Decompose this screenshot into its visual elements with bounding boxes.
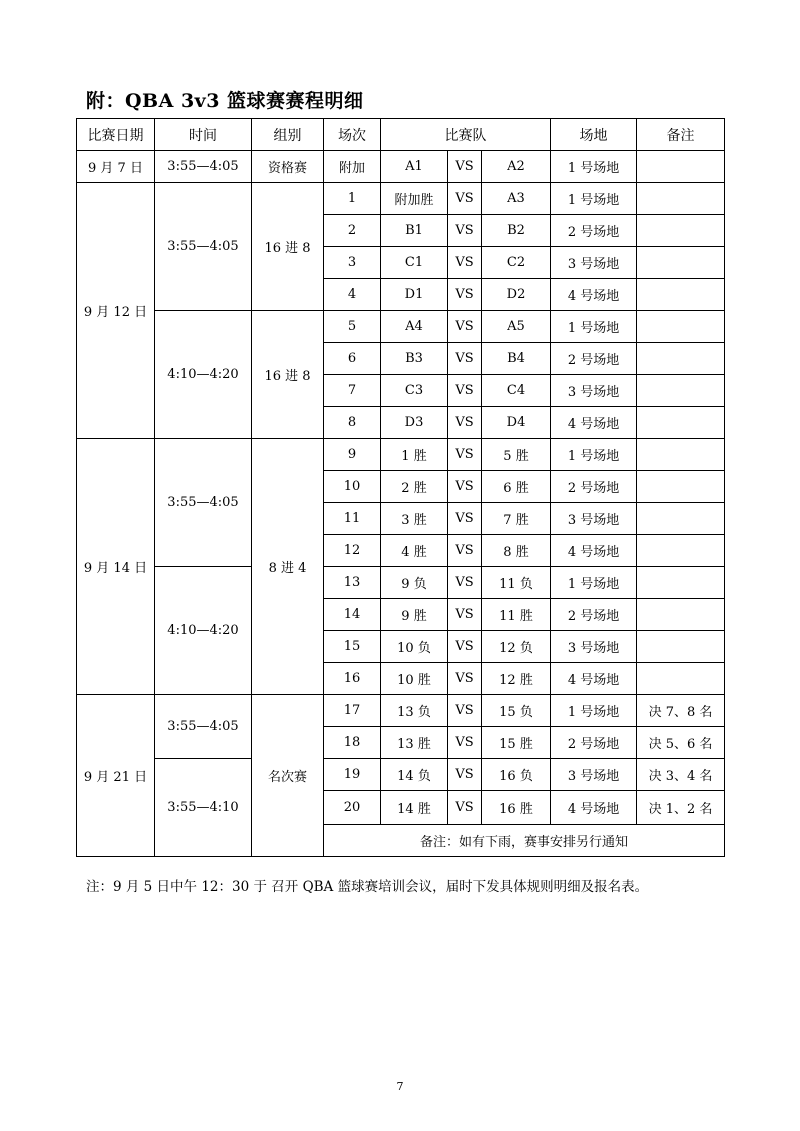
remark-cell: 决 3、4 名 [637,759,725,791]
team2-cell: 15 负 [482,695,551,727]
venue-cell: 3 号场地 [551,503,637,535]
team2-cell: D2 [482,279,551,311]
remark-cell [637,311,725,343]
header-time: 时间 [155,119,252,151]
table-row [77,183,725,215]
table-row [77,439,725,471]
group-cell: 16 进 8 [252,183,324,311]
vs-cell: VS [448,503,482,535]
venue-cell: 1 号场地 [551,183,637,215]
venue-cell: 3 号场地 [551,759,637,791]
table-row [77,759,725,791]
vs-cell: VS [448,727,482,759]
time-cell: 4:10—4:20 [155,567,252,695]
header-venue: 场地 [551,119,637,151]
time-cell: 3:55—4:05 [155,439,252,567]
vs-cell: VS [448,439,482,471]
team1-cell: 9 负 [381,567,448,599]
venue-cell: 4 号场地 [551,279,637,311]
match-no-cell: 4 [324,279,381,311]
time-cell: 3:55—4:05 [155,183,252,311]
team1-cell: D1 [381,279,448,311]
remark-cell [637,503,725,535]
table-row [77,695,725,727]
remark-cell: 决 5、6 名 [637,727,725,759]
team2-cell: 15 胜 [482,727,551,759]
remark-cell [637,599,725,631]
venue-cell: 4 号场地 [551,407,637,439]
vs-cell: VS [448,279,482,311]
venue-cell: 3 号场地 [551,247,637,279]
team1-cell: D3 [381,407,448,439]
vs-cell: VS [448,311,482,343]
vs-cell: VS [448,407,482,439]
team2-cell: 6 胜 [482,471,551,503]
remark-cell [637,215,725,247]
venue-cell: 2 号场地 [551,343,637,375]
team2-cell: C4 [482,375,551,407]
footnote: 注：9 月 5 日中午 12：30 于 召开 QBA 篮球赛培训会议，届时下发具体规则明细及报名表。 [86,879,649,895]
date-cell: 9 月 7 日 [77,151,155,183]
header-row [77,119,725,151]
vs-cell: VS [448,247,482,279]
venue-cell: 2 号场地 [551,215,637,247]
team2-cell: B4 [482,343,551,375]
match-no-cell: 17 [324,695,381,727]
vs-cell: VS [448,151,482,183]
time-cell: 3:55—4:10 [155,759,252,857]
match-no-cell: 20 [324,791,381,825]
remark-cell [637,151,725,183]
team1-cell: B1 [381,215,448,247]
team2-cell: 7 胜 [482,503,551,535]
vs-cell: VS [448,343,482,375]
team1-cell: 9 胜 [381,599,448,631]
header-group: 组别 [252,119,324,151]
match-no-cell: 16 [324,663,381,695]
match-no-cell: 1 [324,183,381,215]
venue-cell: 3 号场地 [551,631,637,663]
vs-cell: VS [448,663,482,695]
remark-cell [637,247,725,279]
group-cell: 8 进 4 [252,439,324,695]
page-title: 附：QBA 3v3 篮球赛赛程明细 [86,90,364,112]
group-cell: 资格赛 [252,151,324,183]
venue-cell: 2 号场地 [551,599,637,631]
venue-cell: 1 号场地 [551,567,637,599]
remark-cell [637,183,725,215]
team2-cell: 12 胜 [482,663,551,695]
match-no-cell: 15 [324,631,381,663]
venue-cell: 4 号场地 [551,535,637,567]
table-row [77,151,725,183]
team1-cell: 14 负 [381,759,448,791]
vs-cell: VS [448,791,482,825]
match-no-cell: 11 [324,503,381,535]
venue-cell: 1 号场地 [551,439,637,471]
remark-cell [637,439,725,471]
team1-cell: A1 [381,151,448,183]
team1-cell: 10 胜 [381,663,448,695]
team2-cell: 11 胜 [482,599,551,631]
remark-cell [637,279,725,311]
match-no-cell: 19 [324,759,381,791]
team2-cell: 16 胜 [482,791,551,825]
venue-cell: 2 号场地 [551,471,637,503]
team1-cell: A4 [381,311,448,343]
team1-cell: 1 胜 [381,439,448,471]
group-cell: 名次赛 [252,695,324,857]
match-no-cell: 12 [324,535,381,567]
header-remarks: 备注 [637,119,725,151]
vs-cell: VS [448,759,482,791]
vs-cell: VS [448,471,482,503]
vs-cell: VS [448,535,482,567]
remark-cell [637,535,725,567]
match-no-cell: 2 [324,215,381,247]
header-date: 比赛日期 [77,119,155,151]
remark-cell: 决 7、8 名 [637,695,725,727]
remark-cell [637,471,725,503]
page-number: 7 [396,1080,404,1093]
date-cell: 9 月 14 日 [77,439,155,695]
venue-cell: 1 号场地 [551,151,637,183]
team1-cell: 10 负 [381,631,448,663]
time-cell: 4:10—4:20 [155,311,252,439]
match-no-cell: 18 [324,727,381,759]
team1-cell: 13 负 [381,695,448,727]
remark-cell [637,567,725,599]
team2-cell: A5 [482,311,551,343]
remark-cell [637,407,725,439]
remark-cell: 决 1、2 名 [637,791,725,825]
venue-cell: 2 号场地 [551,727,637,759]
vs-cell: VS [448,183,482,215]
team1-cell: C1 [381,247,448,279]
team2-cell: 8 胜 [482,535,551,567]
venue-cell: 3 号场地 [551,375,637,407]
venue-cell: 1 号场地 [551,695,637,727]
match-no-cell: 14 [324,599,381,631]
date-cell: 9 月 21 日 [77,695,155,857]
team2-cell: 11 负 [482,567,551,599]
team1-cell: 2 胜 [381,471,448,503]
venue-cell: 1 号场地 [551,311,637,343]
remark-cell [637,631,725,663]
team2-cell: B2 [482,215,551,247]
team1-cell: C3 [381,375,448,407]
vs-cell: VS [448,567,482,599]
team1-cell: 3 胜 [381,503,448,535]
match-no-cell: 3 [324,247,381,279]
table-row [77,567,725,599]
team1-cell: B3 [381,343,448,375]
team2-cell: 16 负 [482,759,551,791]
team2-cell: A2 [482,151,551,183]
team2-cell: 12 负 [482,631,551,663]
header-match-no: 场次 [324,119,381,151]
team1-cell: 4 胜 [381,535,448,567]
team2-cell: 5 胜 [482,439,551,471]
match-no-cell: 10 [324,471,381,503]
vs-cell: VS [448,375,482,407]
time-cell: 3:55—4:05 [155,151,252,183]
venue-cell: 4 号场地 [551,663,637,695]
match-no-cell: 6 [324,343,381,375]
remark-cell [637,663,725,695]
table-row [77,311,725,343]
remark-cell [637,375,725,407]
group-cell: 16 进 8 [252,311,324,439]
team2-cell: C2 [482,247,551,279]
vs-cell: VS [448,599,482,631]
match-no-cell: 7 [324,375,381,407]
team2-cell: D4 [482,407,551,439]
header-teams: 比赛队 [381,119,551,151]
team1-cell: 13 胜 [381,727,448,759]
team2-cell: A3 [482,183,551,215]
vs-cell: VS [448,695,482,727]
match-no-cell: 8 [324,407,381,439]
match-no-cell: 5 [324,311,381,343]
team1-cell: 14 胜 [381,791,448,825]
vs-cell: VS [448,631,482,663]
match-no-cell: 13 [324,567,381,599]
table-remark: 备注：如有下雨，赛事安排另行通知 [324,825,725,857]
vs-cell: VS [448,215,482,247]
match-no-cell: 9 [324,439,381,471]
schedule-table [76,118,725,857]
match-no-cell: 附加 [324,151,381,183]
team1-cell: 附加胜 [381,183,448,215]
time-cell: 3:55—4:05 [155,695,252,759]
venue-cell: 4 号场地 [551,791,637,825]
remark-cell [637,343,725,375]
date-cell: 9 月 12 日 [77,183,155,439]
